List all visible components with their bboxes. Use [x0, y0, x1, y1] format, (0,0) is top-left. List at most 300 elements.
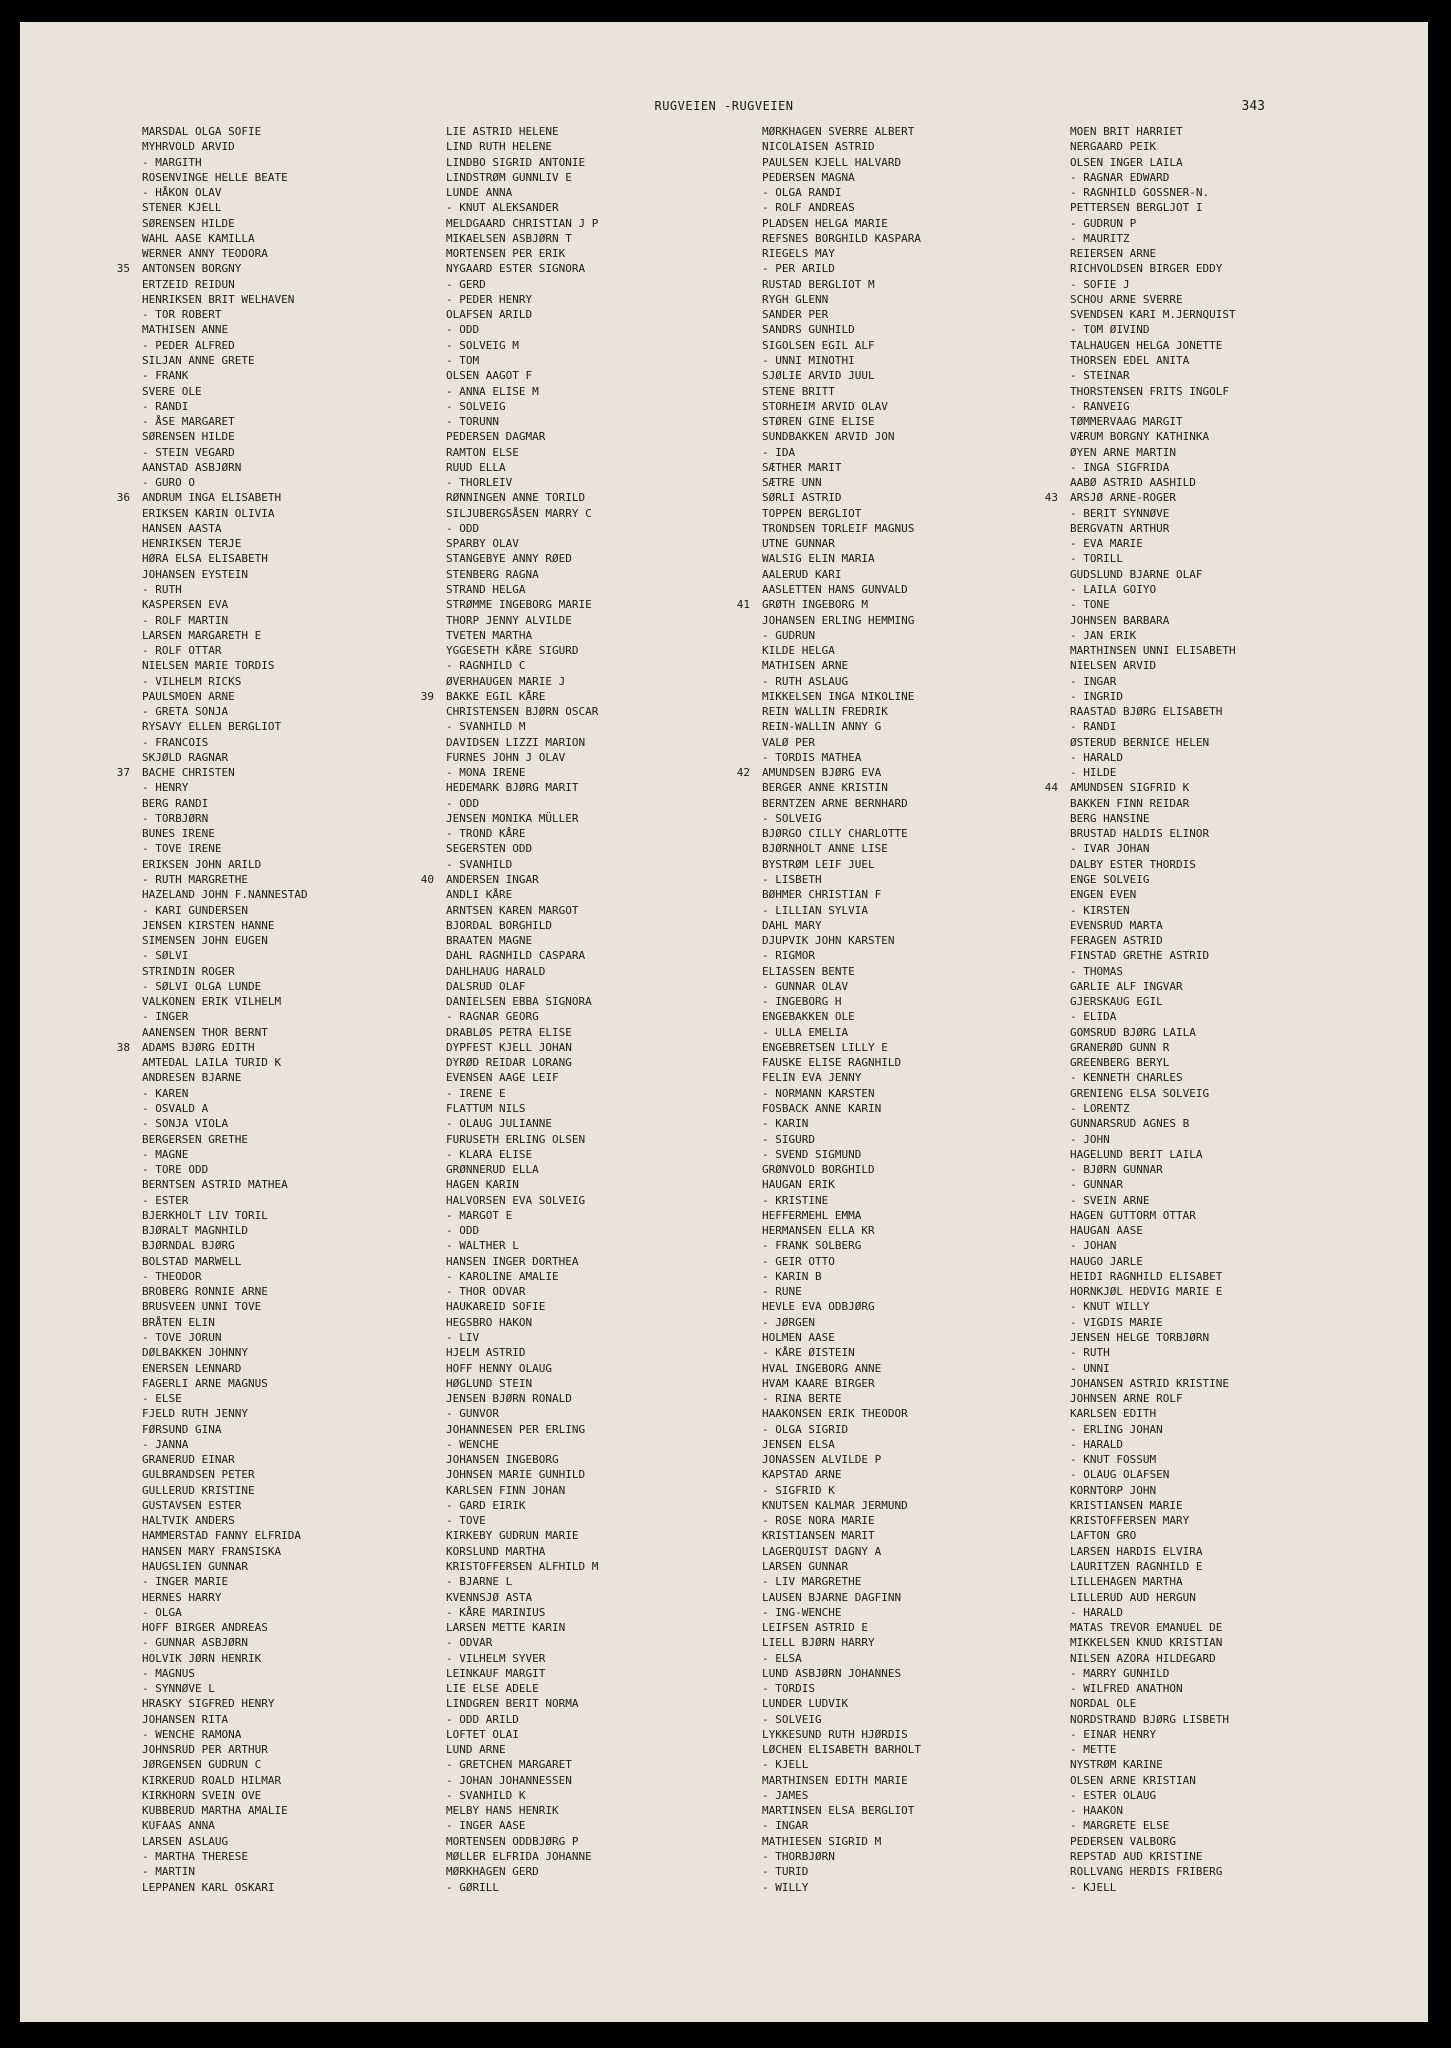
resident-entry — [142, 796, 308, 811]
resident-name: - INGAR — [1070, 674, 1117, 688]
resident-entry — [762, 964, 921, 979]
resident-name: - RAGNHILD GOSSNER-N. — [1070, 186, 1210, 200]
resident-entry — [142, 811, 308, 826]
resident-entry — [446, 292, 598, 307]
resident-entry — [446, 445, 598, 460]
resident-entry — [142, 613, 308, 628]
resident-name: - MAGNE — [142, 1147, 189, 1161]
resident-entry — [1070, 1864, 1236, 1879]
resident-name: REIN WALLIN FREDRIK — [762, 705, 888, 719]
resident-entry — [116, 1040, 308, 1055]
resident-name: - KJELL — [1070, 1880, 1117, 1894]
resident-entry — [1070, 231, 1236, 246]
resident-entry — [1070, 261, 1236, 276]
resident-entry — [142, 521, 308, 536]
resident-entry — [142, 1880, 308, 1895]
resident-entry — [762, 1406, 921, 1421]
resident-name: - TOVE IRENE — [142, 842, 222, 856]
resident-entry — [142, 780, 308, 795]
resident-entry — [446, 1284, 598, 1299]
resident-entry — [142, 506, 308, 521]
resident-entry — [446, 780, 598, 795]
resident-name: HØRA ELSA ELISABETH — [142, 552, 268, 566]
resident-name: HANSEN MARY FRANSISKA — [142, 1544, 282, 1558]
resident-name: BERGVATN ARTHUR — [1070, 521, 1170, 535]
resident-entry — [142, 567, 308, 582]
resident-entry — [446, 1315, 598, 1330]
resident-entry — [446, 994, 598, 1009]
resident-entry — [762, 1742, 921, 1757]
resident-name: HEGSBRO HAKON — [446, 1315, 533, 1329]
resident-entry — [446, 918, 598, 933]
resident-name: ØVERHAUGEN MARIE J — [446, 674, 566, 688]
resident-name: - TOR ROBERT — [142, 308, 222, 322]
resident-entry — [446, 1880, 598, 1895]
resident-name: TOPPEN BERGLIOT — [762, 506, 862, 520]
resident-name: MØRKHAGEN GERD — [446, 1865, 539, 1879]
resident-entry — [736, 765, 921, 780]
resident-name: - VILHELM RICKS — [142, 674, 242, 688]
resident-name: - GUNNAR ASBJØRN — [142, 1636, 248, 1650]
resident-name: SÆTRE UNN — [762, 476, 822, 490]
resident-name: ANTONSEN BORGNY — [142, 262, 242, 276]
resident-name: HØGLUND STEIN — [446, 1376, 533, 1390]
resident-entry — [142, 368, 308, 383]
resident-name: LUNDER LUDVIK — [762, 1697, 849, 1711]
resident-name: NORDSTRAND BJØRG LISBETH — [1070, 1712, 1229, 1726]
resident-name: BYSTRØM LEIF JUEL — [762, 857, 875, 871]
resident-entry — [1070, 1238, 1236, 1253]
resident-entry — [762, 628, 921, 643]
resident-name: - IDA — [762, 445, 796, 459]
resident-name: - THOR ODVAR — [446, 1285, 526, 1299]
resident-name: - INGER MARIE — [142, 1575, 229, 1589]
resident-entry — [446, 368, 598, 383]
resident-name: HOFF BIRGER ANDREAS — [142, 1621, 268, 1635]
resident-name: GOMSRUD BJØRG LAILA — [1070, 1025, 1196, 1039]
resident-name: BERNTZEN ARNE BERNHARD — [762, 796, 908, 810]
resident-name: MORTENSEN ODDBJØRG P — [446, 1834, 579, 1848]
resident-name: FAUSKE ELISE RAGNHILD — [762, 1056, 902, 1070]
resident-entry — [446, 658, 598, 673]
resident-name: BAKKE EGIL KÅRE — [446, 689, 546, 703]
resident-entry — [142, 1605, 308, 1620]
resident-entry — [446, 1086, 598, 1101]
resident-name: - TORDIS MATHEA — [762, 750, 862, 764]
resident-name: KASPERSEN EVA — [142, 598, 229, 612]
resident-name: SANDRS GUNHILD — [762, 323, 855, 337]
resident-name: - ERLING JOHAN — [1070, 1422, 1163, 1436]
resident-name: SJØLIE ARVID JUUL — [762, 369, 875, 383]
resident-entry — [1070, 674, 1236, 689]
resident-name: DRABLØS PETRA ELISE — [446, 1025, 572, 1039]
resident-entry — [762, 1391, 921, 1406]
resident-name: SILJAN ANNE GRETE — [142, 353, 255, 367]
resident-name: - ELSE — [142, 1392, 182, 1406]
resident-name: SÆTHER MARIT — [762, 460, 842, 474]
resident-entry — [446, 1788, 598, 1803]
resident-entry — [1070, 338, 1236, 353]
resident-entry — [142, 338, 308, 353]
resident-name: - SIGFRID K — [762, 1483, 835, 1497]
resident-entry — [762, 887, 921, 902]
resident-name: ADAMS BJØRG EDITH — [142, 1040, 255, 1054]
resident-entry — [1070, 1773, 1236, 1788]
resident-name: HERNES HARRY — [142, 1590, 222, 1604]
resident-name: OLAFSEN ARILD — [446, 308, 533, 322]
resident-entry — [446, 933, 598, 948]
page-number: 343 — [1241, 99, 1265, 114]
resident-entry — [446, 246, 598, 261]
resident-entry — [1070, 1361, 1236, 1376]
resident-name: TØMMERVAAG MARGIT — [1070, 415, 1183, 429]
page-header-title: RUGVEIEN -RUGVEIEN — [654, 99, 794, 113]
resident-entry — [142, 1849, 308, 1864]
resident-name: - ELIDA — [1070, 1010, 1117, 1024]
resident-entry — [762, 994, 921, 1009]
resident-name: NILSEN AZORA HILDEGARD — [1070, 1651, 1216, 1665]
resident-entry — [762, 292, 921, 307]
resident-name: - RUTH ASLAUG — [762, 674, 849, 688]
resident-entry — [762, 1467, 921, 1482]
resident-entry — [142, 918, 308, 933]
resident-entry — [446, 1406, 598, 1421]
resident-name: - UNNI MINOTHI — [762, 353, 855, 367]
resident-entry — [762, 1620, 921, 1635]
resident-name: JOHANSEN EYSTEIN — [142, 567, 248, 581]
resident-entry — [142, 460, 308, 475]
resident-name: SCHOU ARNE SVERRE — [1070, 292, 1183, 306]
resident-entry — [142, 872, 308, 887]
resident-name: STRØMME INGEBORG MARIE — [446, 598, 592, 612]
resident-entry — [446, 155, 598, 170]
resident-entry — [142, 246, 308, 261]
resident-entry — [762, 1040, 921, 1055]
resident-name: - INGER AASE — [446, 1819, 526, 1833]
resident-name: MIKKELSEN KNUD KRISTIAN — [1070, 1636, 1223, 1650]
resident-entry — [1070, 1528, 1236, 1543]
resident-name: - KNUT WILLY — [1070, 1300, 1150, 1314]
resident-name: HENRIKSEN TERJE — [142, 537, 242, 551]
resident-entry — [142, 1406, 308, 1421]
resident-name: - MONA IRENE — [446, 766, 526, 780]
resident-name: BUNES IRENE — [142, 827, 215, 841]
resident-name: BJØRALT MAGNHILD — [142, 1224, 248, 1238]
resident-entry — [142, 704, 308, 719]
resident-name: - TOM — [446, 353, 480, 367]
resident-entry — [1070, 429, 1236, 444]
resident-name: - HARALD — [1070, 1437, 1123, 1451]
resident-entry — [762, 1864, 921, 1879]
resident-name: LIND RUTH HELENE — [446, 140, 552, 154]
resident-entry — [762, 1162, 921, 1177]
resident-name: ENERSEN LENNARD — [142, 1361, 242, 1375]
resident-name: JOHANSEN RITA — [142, 1712, 229, 1726]
resident-entry — [446, 826, 598, 841]
resident-entry — [142, 979, 308, 994]
resident-name: TALHAUGEN HELGA JONETTE — [1070, 338, 1223, 352]
resident-entry — [1070, 124, 1236, 139]
resident-entry — [1070, 857, 1236, 872]
house-number: 41 — [736, 598, 750, 612]
resident-name: FAGERLI ARNE MAGNUS — [142, 1376, 268, 1390]
resident-name: - LISBETH — [762, 873, 822, 887]
house-number: 38 — [116, 1040, 130, 1054]
resident-entry — [762, 261, 921, 276]
resident-entry — [142, 170, 308, 185]
resident-name: - TONE — [1070, 598, 1110, 612]
resident-entry — [446, 1696, 598, 1711]
resident-entry — [762, 1193, 921, 1208]
resident-entry — [1070, 750, 1236, 765]
resident-name: - KÅRE MARINIUS — [446, 1605, 546, 1619]
resident-entry — [142, 1330, 308, 1345]
resident-name: GUSTAVSEN ESTER — [142, 1498, 242, 1512]
resident-entry — [762, 1605, 921, 1620]
resident-name: RUSTAD BERGLIOT M — [762, 277, 875, 291]
resident-entry — [1070, 1559, 1236, 1574]
column-3 — [736, 124, 921, 1895]
resident-entry — [762, 1513, 921, 1528]
resident-name: - ODD — [446, 796, 480, 810]
resident-name: - INGER — [142, 1010, 189, 1024]
resident-name: - OLAUG JULIANNE — [446, 1117, 552, 1131]
resident-name: FURNES JOHN J OLAV — [446, 750, 566, 764]
resident-entry — [446, 307, 598, 322]
resident-name: JONASSEN ALVILDE P — [762, 1453, 882, 1467]
resident-entry — [1070, 918, 1236, 933]
resident-entry — [762, 322, 921, 337]
resident-name: VALKONEN ERIK VILHELM — [142, 995, 282, 1009]
resident-entry — [762, 1223, 921, 1238]
resident-entry — [1070, 216, 1236, 231]
resident-entry — [1070, 1467, 1236, 1482]
resident-entry — [142, 185, 308, 200]
resident-entry — [446, 1009, 598, 1024]
resident-name: - VILHELM SYVER — [446, 1651, 546, 1665]
resident-entry — [1070, 1406, 1236, 1421]
resident-entry — [762, 1757, 921, 1772]
resident-entry — [142, 1528, 308, 1543]
resident-name: GRØNNERUD ELLA — [446, 1163, 539, 1177]
resident-entry — [762, 1284, 921, 1299]
resident-entry — [1070, 551, 1236, 566]
resident-name: - RAGNAR GEORG — [446, 1010, 539, 1024]
resident-name: - HILDE — [1070, 766, 1117, 780]
resident-entry — [142, 1727, 308, 1742]
resident-name: JOHANSEN ASTRID KRISTINE — [1070, 1376, 1229, 1390]
resident-name: - RAGNAR EDWARD — [1070, 170, 1170, 184]
resident-name: ROLLVANG HERDIS FRIBERG — [1070, 1865, 1223, 1879]
resident-name: BRÅTEN ELIN — [142, 1315, 215, 1329]
resident-entry — [446, 124, 598, 139]
resident-name: ARNTSEN KAREN MARGOT — [446, 903, 579, 917]
resident-name: - ODD — [446, 323, 480, 337]
resident-name: LILLEHAGEN MARTHA — [1070, 1575, 1183, 1589]
resident-entry — [762, 155, 921, 170]
resident-name: AMTEDAL LAILA TURID K — [142, 1056, 282, 1070]
resident-name: GRANERUD EINAR — [142, 1453, 235, 1467]
resident-entry — [142, 1147, 308, 1162]
resident-entry — [446, 1864, 598, 1879]
resident-name: GRØNVOLD BORGHILD — [762, 1163, 875, 1177]
resident-entry — [142, 155, 308, 170]
resident-entry — [142, 1055, 308, 1070]
resident-name: STENER KJELL — [142, 201, 222, 215]
resident-entry — [1070, 796, 1236, 811]
resident-entry — [1070, 1651, 1236, 1666]
resident-name: EVENSRUD MARTA — [1070, 918, 1163, 932]
resident-name: GULBRANDSEN PETER — [142, 1468, 255, 1482]
resident-name: MARTHINSEN UNNI ELISABETH — [1070, 644, 1236, 658]
resident-name: FOSBACK ANNE KARIN — [762, 1102, 882, 1115]
resident-name: BJERKHOLT LIV TORIL — [142, 1208, 268, 1222]
resident-entry — [142, 1086, 308, 1101]
resident-entry — [142, 735, 308, 750]
resident-entry — [446, 139, 598, 154]
resident-entry — [762, 643, 921, 658]
resident-name: REFSNES BORGHILD KASPARA — [762, 231, 921, 245]
resident-name: MØRKHAGEN SVERRE ALBERT — [762, 125, 915, 138]
resident-entry — [446, 506, 598, 521]
resident-name: DAHLHAUG HARALD — [446, 964, 546, 978]
resident-name: - KENNETH CHARLES — [1070, 1071, 1183, 1085]
resident-entry — [762, 445, 921, 460]
resident-name: HAUGO JARLE — [1070, 1254, 1143, 1268]
resident-entry — [1070, 1376, 1236, 1391]
resident-entry — [142, 1498, 308, 1513]
resident-name: - OLGA SIGRID — [762, 1422, 849, 1436]
resident-name: LUND ARNE — [446, 1743, 506, 1757]
resident-name: - THORBJØRN — [762, 1850, 835, 1864]
resident-name: SEGERSTEN ODD — [446, 842, 533, 856]
resident-entry — [762, 1422, 921, 1437]
resident-entry — [142, 887, 308, 902]
resident-name: - PEDER HENRY — [446, 292, 533, 306]
resident-entry — [142, 1223, 308, 1238]
resident-entry — [1070, 155, 1236, 170]
resident-entry — [142, 384, 308, 399]
resident-name: - TOVE JORUN — [142, 1330, 222, 1344]
resident-name: - ODD — [446, 1224, 480, 1238]
resident-name: PAULSEN KJELL HALVARD — [762, 155, 902, 169]
resident-entry — [762, 536, 921, 551]
resident-name: - SOFIE J — [1070, 277, 1130, 291]
resident-name: - THOMAS — [1070, 964, 1123, 978]
resident-entry — [762, 1483, 921, 1498]
resident-name: - SØLVI — [142, 949, 189, 963]
resident-name: AASLETTEN HANS GUNVALD — [762, 582, 908, 596]
resident-name: - JØRGEN — [762, 1315, 815, 1329]
resident-name: GUNNARSRUD AGNES B — [1070, 1117, 1190, 1131]
resident-entry — [1070, 399, 1236, 414]
resident-name: - BERIT SYNNØVE — [1070, 506, 1170, 520]
resident-entry — [142, 1193, 308, 1208]
resident-name: LARSEN ASLAUG — [142, 1834, 229, 1848]
resident-entry — [1070, 1498, 1236, 1513]
resident-name: - GUNNAR OLAV — [762, 979, 849, 993]
resident-entry — [762, 384, 921, 399]
resident-entry — [142, 1437, 308, 1452]
resident-entry — [142, 1574, 308, 1589]
resident-name: MYHRVOLD ARVID — [142, 140, 235, 154]
resident-entry — [762, 1712, 921, 1727]
resident-name: MOEN BRIT HARRIET — [1070, 125, 1183, 138]
resident-name: - ROLF MARTIN — [142, 613, 229, 627]
resident-entry — [142, 628, 308, 643]
resident-name: JENSEN KIRSTEN HANNE — [142, 918, 275, 932]
resident-name: LEINKAUF MARGIT — [446, 1666, 546, 1680]
resident-entry — [762, 1666, 921, 1681]
resident-name: KUFAAS ANNA — [142, 1819, 215, 1833]
resident-entry — [1070, 1742, 1236, 1757]
resident-name: STENE BRITT — [762, 384, 835, 398]
resident-name: UTNE GUNNAR — [762, 537, 835, 551]
resident-entry — [762, 1818, 921, 1833]
resident-name: KRISTOFFERSEN ALFHILD M — [446, 1559, 599, 1573]
resident-name: THORP JENNY ALVILDE — [446, 613, 572, 627]
resident-entry — [446, 1498, 598, 1513]
resident-entry — [446, 353, 598, 368]
resident-entry — [762, 551, 921, 566]
resident-entry — [1070, 277, 1236, 292]
resident-name: - KAREN — [142, 1086, 189, 1100]
resident-entry — [762, 1147, 921, 1162]
resident-name: - MARGITH — [142, 155, 202, 169]
resident-name: DAHL MARY — [762, 918, 822, 932]
resident-entry — [446, 1070, 598, 1085]
resident-name: - FRANCOIS — [142, 735, 209, 749]
resident-name: REIERSEN ARNE — [1070, 247, 1157, 261]
resident-entry — [142, 658, 308, 673]
resident-name: STØREN GINE ELISE — [762, 415, 875, 429]
resident-entry — [446, 1544, 598, 1559]
resident-name: - THEODOR — [142, 1269, 202, 1283]
resident-entry — [1070, 1254, 1236, 1269]
resident-name: DAHL RAGNHILD CASPARA — [446, 949, 586, 963]
resident-name: GRENIENG ELSA SOLVEIG — [1070, 1086, 1210, 1100]
resident-entry — [1070, 1193, 1236, 1208]
resident-entry — [762, 1635, 921, 1650]
resident-entry — [142, 1773, 308, 1788]
resident-name: - MARTHA THERESE — [142, 1850, 248, 1864]
resident-name: - WENCHE RAMONA — [142, 1727, 242, 1741]
resident-name: - HÅKON OLAV — [142, 186, 222, 200]
resident-name: - IVAR JOHAN — [1070, 842, 1150, 856]
resident-entry — [1070, 903, 1236, 918]
resident-name: HANSEN AASTA — [142, 521, 222, 535]
resident-name: HAUGSLIEN GUNNAR — [142, 1559, 248, 1573]
resident-name: KIRKERUD ROALD HILMAR — [142, 1773, 282, 1787]
resident-name: LIELL BJØRN HARRY — [762, 1636, 875, 1650]
resident-name: LIE ELSE ADELE — [446, 1682, 539, 1696]
resident-name: - GURO O — [142, 476, 195, 490]
resident-entry — [142, 1834, 308, 1849]
resident-entry — [762, 368, 921, 383]
resident-entry — [142, 536, 308, 551]
resident-name: HAMMERSTAD FANNY ELFRIDA — [142, 1529, 301, 1543]
resident-entry — [1070, 1574, 1236, 1589]
resident-entry — [142, 643, 308, 658]
resident-entry — [1070, 200, 1236, 215]
resident-entry — [142, 445, 308, 460]
resident-entry — [762, 613, 921, 628]
resident-entry — [446, 964, 598, 979]
resident-entry — [446, 841, 598, 856]
resident-entry — [762, 1528, 921, 1543]
resident-name: - INGRID — [1070, 689, 1123, 703]
resident-entry — [1070, 414, 1236, 429]
